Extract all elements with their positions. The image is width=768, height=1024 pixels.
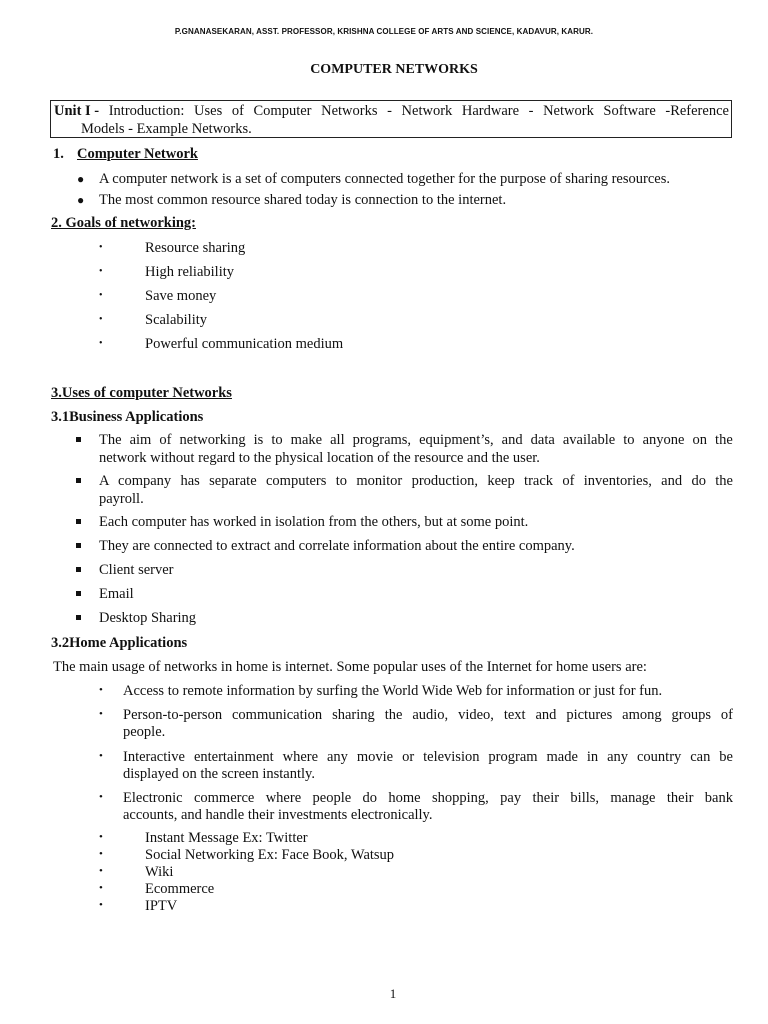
business-item-2-line-1: A company has separate computers to monitor production, keep track of inventories, and do the [99,473,733,489]
section-2-heading: 2. Goals of networking: [51,215,196,231]
unit-line-2: Models - Example Networks. [81,121,252,137]
goal-item: High reliability [145,264,234,280]
goal-item: Scalability [145,312,208,328]
goal-item: Powerful communication medium [145,336,344,352]
word: The [99,432,122,448]
bullet-dot-icon: • [99,338,103,349]
unit-word: Network [401,103,453,119]
square-bullet-icon [76,567,81,572]
section-1-number: 1. [53,146,64,162]
word: data [530,432,555,448]
bullet-dot-icon: • [99,242,103,253]
home-item-4-line-2: accounts, and handle their investments electronically. [123,807,433,823]
home-item-1: Access to remote information by surfing the World Wide Web for information or just for fun. [123,683,663,699]
bullet-dot-icon: • [99,290,103,301]
bullet-dot-icon: • [99,314,103,325]
word: and [501,432,523,448]
word: anyone [642,432,685,448]
bullet-dot-icon: ● [77,193,85,207]
bullet-dot-icon: • [99,750,103,762]
s1-bullet-2: The most common resource shared today is connection to the internet. [99,192,507,208]
bullet-dot-icon: • [99,684,103,696]
home-short-item: Instant Message Ex: Twitter [145,830,308,846]
home-item-4-line-1: Electronic commerce where people do home shopping, pay their bills, manage their bank [123,790,733,806]
square-bullet-icon [76,478,81,483]
page-title: COMPUTER NETWORKS [310,62,478,77]
unit-word: Computer [253,103,312,119]
word: is [253,432,264,448]
bullet-dot-icon: • [99,791,103,803]
business-item-6: Email [99,586,134,602]
word: to [271,432,283,448]
unit-word: Software [603,103,656,119]
square-bullet-icon [76,437,81,442]
business-item-2-line-2: payroll. [99,491,144,507]
unit-line-1 [54,102,729,120]
home-item-3-line-2: displayed on the screen instantly. [123,766,315,782]
goal-item: Resource sharing [145,240,246,256]
word: to [623,432,635,448]
word: networking [179,432,246,448]
business-item-1-line-1 [99,432,733,449]
bullet-dot-icon: • [99,831,103,843]
unit-label: Unit I - [54,103,100,119]
business-item-3: Each computer has worked in isolation from the others, but at some point. [99,514,529,530]
word: all [330,432,345,448]
square-bullet-icon [76,543,81,548]
goal-item: Save money [145,288,217,304]
word: available [562,432,616,448]
bullet-dot-icon: • [99,882,103,894]
section-3-heading: 3.Uses of computer Networks [51,385,232,401]
bullet-dot-icon: • [99,848,103,860]
business-item-1-line-2: network without regard to the physical location of the resource and the user. [99,450,540,466]
page-number: 1 [389,986,397,1001]
section-1-heading: Computer Network [77,146,198,162]
word: on [692,432,707,448]
home-item-2-line-2: people. [123,724,166,740]
business-item-5: Client server [99,562,174,578]
home-short-item: Social Networking Ex: Face Book, Watsup [145,847,395,863]
home-item-3-line-1: Interactive entertainment where any movie or television program made in any country can be [123,749,733,765]
s1-bullet-1: A computer network is a set of computers connected together for the purpose of sharing resources. [99,171,670,187]
unit-word: - [528,103,534,119]
subsection-3-2-heading: 3.2Home Applications [51,635,188,651]
word: make [290,432,323,448]
business-item-4: They are connected to extract and correlate information about the entire company. [99,538,575,554]
bullet-dot-icon: • [99,865,103,877]
unit-word: of [231,103,244,119]
home-item-2-line-1: Person-to-person communication sharing the audio, video, text and pictures among groups of [123,707,733,723]
unit-box [50,100,732,138]
running-header: P.GNANASEKARAN, ASST. PROFESSOR, KRISHNA COLLEGE OF ARTS AND SCIENCE, KADAVUR, KARUR. [174,27,594,36]
subsection-3-1-heading: 3.1Business Applications [51,409,204,425]
word: equipment’s, [419,432,494,448]
home-short-item: Wiki [145,864,174,880]
bullet-dot-icon: • [99,899,103,911]
unit-word: Introduction: [108,103,185,119]
home-intro: The main usage of networks in home is internet. Some popular uses of the Internet for home users are: [53,659,647,675]
word: of [159,432,172,448]
unit-word: Hardware [461,103,520,119]
word: aim [129,432,152,448]
home-short-item: Ecommerce [145,881,215,897]
unit-word: -Reference [665,103,729,119]
square-bullet-icon [76,615,81,620]
square-bullet-icon [76,519,81,524]
unit-word: - [387,103,392,119]
business-item-7: Desktop Sharing [99,610,197,626]
unit-word: Network [543,103,594,119]
bullet-dot-icon: • [99,266,103,277]
unit-word: Uses [194,103,223,119]
unit-word: Networks [321,103,378,119]
bullet-dot-icon: • [99,708,103,720]
word: programs, [352,432,412,448]
bullet-dot-icon: ● [77,172,85,186]
square-bullet-icon [76,591,81,596]
word: the [715,432,733,448]
home-short-item: IPTV [145,898,178,914]
